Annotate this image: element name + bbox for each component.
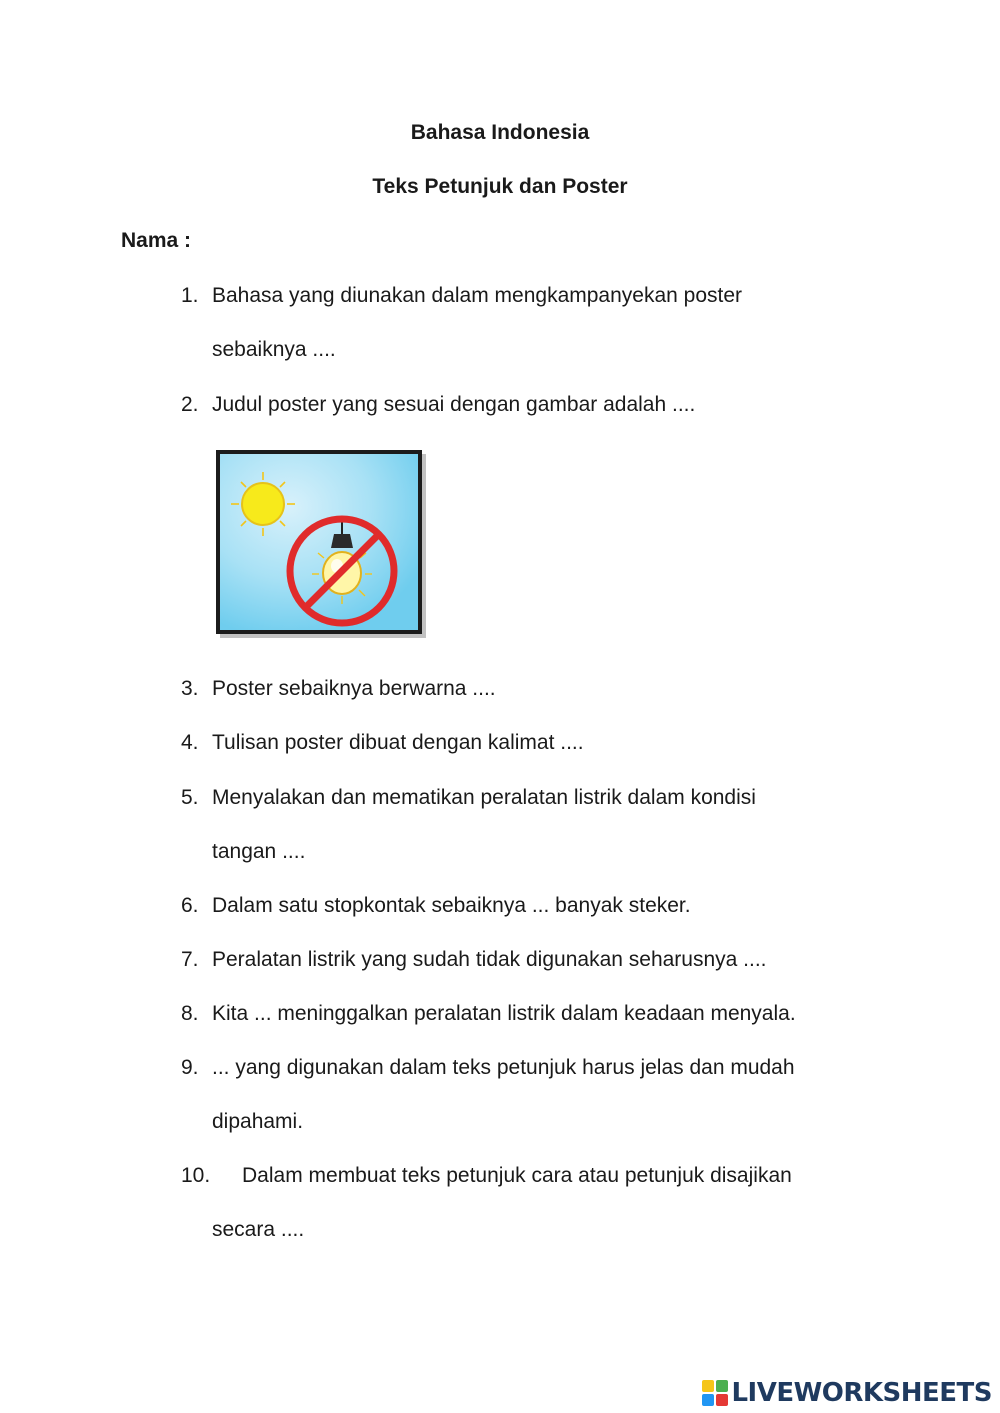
question-text: Dalam membuat teks petunjuk cara atau petunjuk disajikan — [242, 1164, 792, 1187]
question-10 — [181, 1164, 792, 1188]
question-text: Bahasa yang diunakan dalam mengkampanyekan poster — [212, 284, 743, 307]
question-1-continuation: sebaiknya .... — [212, 338, 336, 361]
name-label: Nama : — [121, 229, 192, 252]
question-text: Dalam satu stopkontak sebaiknya ... banyak steker. — [212, 894, 691, 917]
question-3 — [181, 677, 496, 701]
question-number: 5. — [181, 786, 199, 809]
question-number: 7. — [181, 948, 199, 971]
question-5-continuation: tangan .... — [212, 840, 306, 863]
question-5 — [181, 786, 756, 810]
question-number: 3. — [181, 677, 199, 700]
question-number: 9. — [181, 1056, 199, 1079]
question-text: Judul poster yang sesuai dengan gambar adalah .... — [212, 393, 696, 416]
liveworksheets-brand-text: LIVEWORKSHEETS — [731, 1378, 992, 1408]
question-text: Tulisan poster dibuat dengan kalimat .... — [212, 731, 584, 754]
question-number: 8. — [181, 1002, 199, 1025]
question-text: Menyalakan dan mematikan peralatan listrik dalam kondisi — [212, 786, 756, 809]
question-10-continuation: secara .... — [212, 1218, 305, 1241]
question-6 — [181, 894, 691, 918]
energy-saving-poster-image — [216, 450, 426, 638]
liveworksheets-logo[interactable] — [702, 1375, 992, 1411]
question-number: 6. — [181, 894, 199, 917]
question-text: Kita ... meninggalkan peralatan listrik dalam keadaan menyala. — [212, 1002, 796, 1025]
question-number: 1. — [181, 284, 199, 307]
question-7 — [181, 948, 767, 972]
question-8 — [181, 1002, 796, 1026]
question-text: ... yang digunakan dalam teks petunjuk harus jelas dan mudah — [212, 1056, 795, 1079]
question-number: 10. — [181, 1164, 211, 1187]
question-text: Peralatan listrik yang sudah tidak digunakan seharusnya .... — [212, 948, 767, 971]
question-4 — [181, 731, 584, 755]
question-number: 2. — [181, 393, 199, 416]
page-subtitle: Teks Petunjuk dan Poster — [372, 175, 628, 198]
question-2 — [181, 393, 695, 417]
page-title: Bahasa Indonesia — [410, 121, 590, 144]
question-number: 4. — [181, 731, 199, 754]
liveworksheets-logo-icon — [702, 1380, 728, 1406]
question-1 — [181, 284, 742, 308]
question-9 — [181, 1056, 795, 1080]
question-text: Poster sebaiknya berwarna .... — [212, 677, 496, 700]
question-9-continuation: dipahami. — [212, 1110, 304, 1133]
